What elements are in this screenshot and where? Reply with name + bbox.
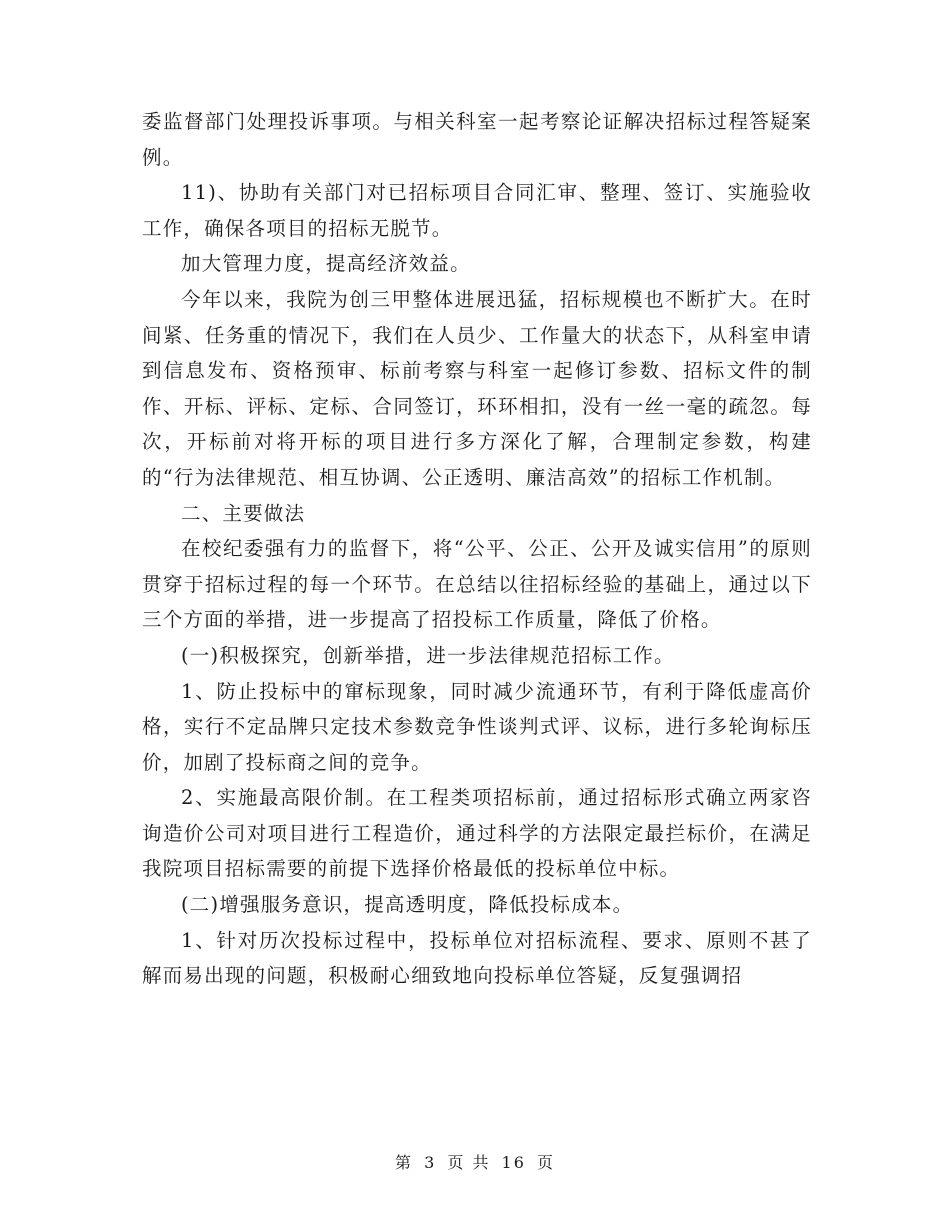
footer-suffix: 页 <box>537 1153 556 1172</box>
paragraph-6: 在校纪委强有力的监督下，将“公平、公正、公开及诚实信用”的原则贯穿于招标过程的每一个环节。在总结以往招标经验的基础上，通过以下三个方面的举措，进一步提高了招投标工作质量，降低了价格。 <box>142 537 812 632</box>
footer-total-pages: 16 <box>501 1153 526 1172</box>
footer-prefix: 第 <box>394 1153 413 1172</box>
footer-current-page: 3 <box>424 1153 437 1172</box>
paragraph-8: 1、防止投标中的窜标现象，同时减少流通环节，有利于降低虚高价格，实行不定品牌只定技术参数竞争性谈判式评、议标，进行多轮询标压价，加剧了投标商之间的竞争。 <box>142 679 812 774</box>
document-body <box>142 104 812 994</box>
paragraph-11: 1、针对历次投标过程中，投标单位对招标流程、要求、原则不甚了解而易出现的问题，积极耐心细致地向投标单位答疑，反复强调招 <box>142 928 812 988</box>
footer-middle: 页 共 <box>447 1153 491 1172</box>
paragraph-9: 2、实施最高限价制。在工程类项招标前，通过招标形式确立两家咨询造价公司对项目进行工程造价，通过科学的方法限定最拦标价，在满足我院项目招标需要的前提下选择价格最低的投标单位中标。 <box>142 786 812 881</box>
page-number-footer <box>0 1150 950 1173</box>
subsection-heading-2: (二)增强服务意识，提高透明度，降低投标成本。 <box>181 893 634 917</box>
paragraph-2: 11)、协助有关部门对已招标项目合同汇审、整理、签订、实施验收工作，确保各项目的招标无脱节。 <box>142 181 812 240</box>
section-heading: 二、主要做法 <box>181 501 306 525</box>
subsection-heading-1: (一)积极探究，创新举措，进一步法律规范招标工作。 <box>181 643 675 667</box>
paragraph-4: 今年以来，我院为创三甲整体进展迅猛，招标规模也不断扩大。在时间紧、任务重的情况下，我们在人员少、工作量大的状态下，从科室申请到信息发布、资格预审、标前考察与科室一起修订参数、招标文件的制作、开标、评标、定标、合同签订，环环相扣，没有一丝一毫的疏忽。每次，开标前对将开标的项目进行多方深化了解，合理制定参数，构建的“行为法律规范、相互协调、公正透明、廉洁高效”的招标工作机制。 <box>142 287 812 489</box>
paragraph-1: 委监督部门处理投诉事项。与相关科室一起考察论证解决招标过程答疑案例。 <box>142 110 812 169</box>
paragraph-3: 加大管理力度，提高经济效益。 <box>181 252 471 276</box>
